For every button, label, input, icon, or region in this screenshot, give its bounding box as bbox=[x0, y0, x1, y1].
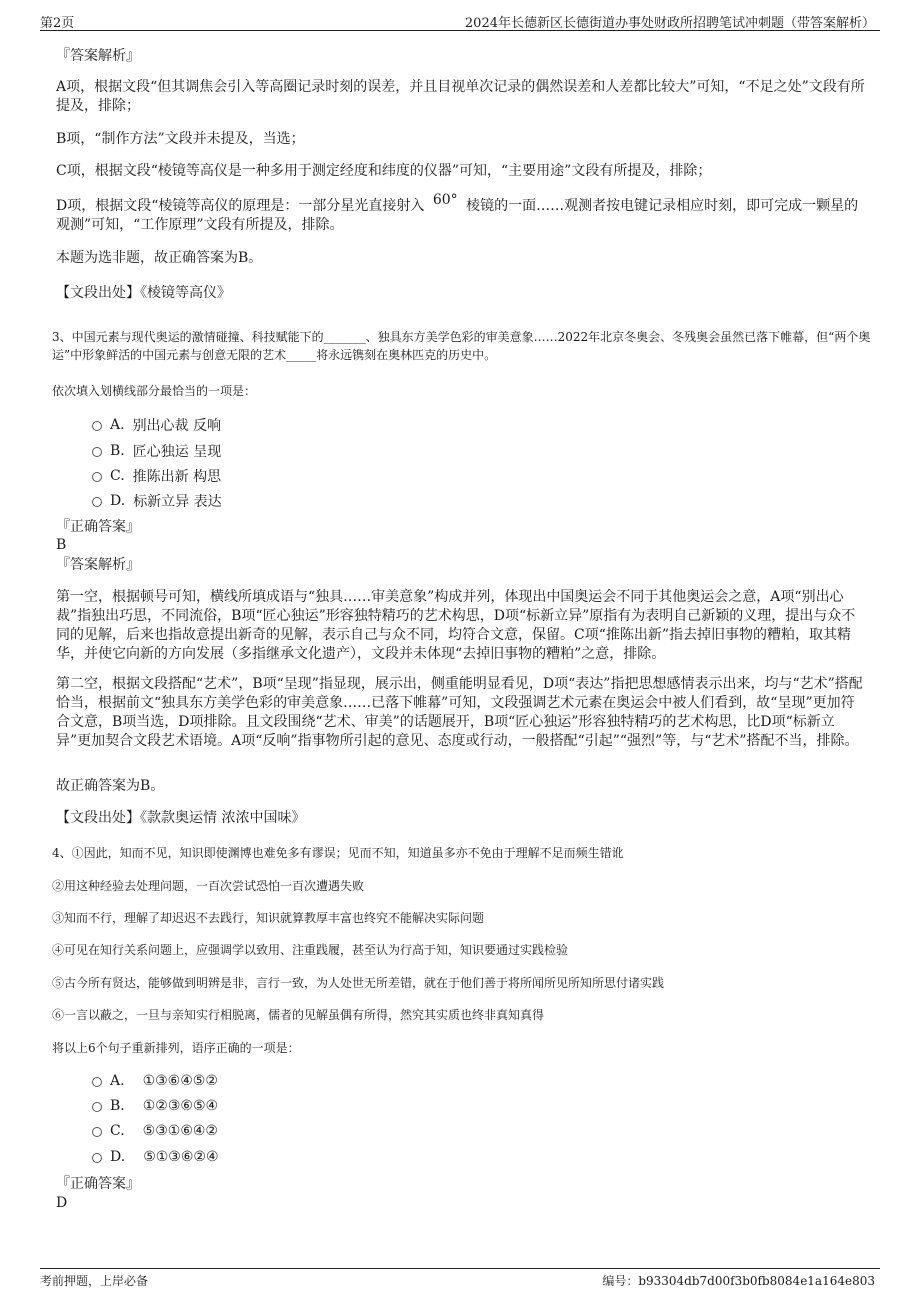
q4-sentence-1: 4、①因此，知而不见，知识即使渊博也难免多有谬误；见而不知，知道虽多亦不免由于理解不足而频生错讹 bbox=[52, 846, 624, 860]
analysis-conclusion: 本题为选非题，故正确答案为B。 bbox=[56, 250, 263, 266]
analysis-option-c: C项，根据文段“棱镜等高仪是一种多用于测定经度和纬度的仪器”可知，“主要用途”文段有所提及，排除； bbox=[56, 163, 712, 179]
q3-blank-2: _____ bbox=[286, 348, 317, 362]
option-label: B. bbox=[110, 1098, 125, 1114]
option-text: 匠心独运 呈现 bbox=[132, 444, 222, 460]
q3-analysis-paragraph-2: 第二空，根据文段搭配“艺术”，B项“呈现”指显现，展示出，侧重能明显看见，D项“表达”指把思想感情表示出来，均与“艺术”搭配恰当，根据前文“独具东方美学色彩的审美意象……已落下帷幕”可知，文段强调艺术元素在奥运会中被人们看到，故“呈现”更加符合文意，B项当选，D项排除。且文段围绕“艺术、审美”的话题展开，B项“匠心独运”形容独特精巧的艺术构思，比D项“标新立异”更加契合文段艺术语境。A项“反响”指事物所引起的意见、态度或行动，一般搭配“引起”“强烈”等，与“艺术”搭配不当，排除。 bbox=[56, 676, 863, 749]
document-title: 2024年长德新区长德街道办事处财政所招聘笔试冲刺题（带答案解析） bbox=[464, 16, 875, 31]
q4-option-a[interactable] bbox=[92, 1073, 218, 1089]
source-title: 《款款奥运情 浓浓中国味》 bbox=[140, 810, 306, 826]
radio-icon[interactable] bbox=[92, 1127, 102, 1137]
q3-stem-part2: 、独具东方美学色彩的审美意象……2022年北京冬奥会、冬残奥会虽然已落下帷幕，但“两个奥运”中形象鲜活的中国元素与创意无限的艺术 bbox=[52, 330, 871, 362]
q4-option-d[interactable] bbox=[92, 1149, 219, 1165]
question-3-stem bbox=[52, 328, 872, 364]
source-line bbox=[56, 284, 231, 303]
q4-sentence-3: ③知而不行，理解了却迟迟不去践行，知识就算教厚丰富也终究不能解决实际问题 bbox=[52, 911, 485, 925]
q4-option-b[interactable] bbox=[92, 1098, 218, 1114]
option-label: A. bbox=[110, 1073, 125, 1089]
q4-answer-label: 『正确答案』 bbox=[56, 1176, 140, 1192]
header-divider bbox=[40, 30, 880, 31]
analysis-option-b: B项，“制作方法”文段并未提及，当选； bbox=[56, 131, 305, 147]
q4-sentence-4: ④可见在知行关系问题上，应强调学以致用、注重践履，甚至认为行高于知，知识要通过实践检验 bbox=[52, 943, 569, 957]
analysis-option-d-part2: 棱镜的一面……观测者按电键记录相应时刻，即可完成一颗星的观测”可知，“工作原理”文段有所提及，排除。 bbox=[56, 198, 859, 233]
option-text: 推陈出新 构思 bbox=[132, 469, 222, 485]
option-label: C. bbox=[110, 468, 125, 484]
q3-option-b[interactable] bbox=[92, 441, 221, 461]
q3-option-d[interactable] bbox=[92, 491, 222, 511]
radio-icon[interactable] bbox=[92, 421, 102, 431]
q3-stem-part1: 3、中国元素与现代奥运的激情碰撞、科技赋能下的 bbox=[52, 330, 324, 344]
radio-icon[interactable] bbox=[92, 1102, 102, 1112]
option-text: ①③⑥④⑤② bbox=[142, 1073, 218, 1089]
q3-option-a[interactable] bbox=[92, 415, 221, 435]
footer-code: 编号：b93304db7d00f3b0fb8084e1a164e803 bbox=[602, 1274, 875, 1288]
q3-analysis-label: 『答案解析』 bbox=[56, 557, 140, 573]
option-text: 别出心裁 反响 bbox=[132, 418, 222, 434]
analysis-option-d bbox=[56, 192, 868, 235]
q4-instruction: 将以上6个句子重新排列，语序正确的一项是： bbox=[52, 1041, 300, 1055]
q3-instruction: 依次填入划横线部分最恰当的一项是： bbox=[52, 384, 257, 398]
option-label: B. bbox=[110, 443, 125, 459]
footer-slogan: 考前押题，上岸必备 bbox=[40, 1274, 149, 1288]
option-label: A. bbox=[110, 417, 125, 433]
q4-sentence-2: ②用这种经验去处理问题，一百次尝试恐怕一百次遭遇失败 bbox=[52, 879, 365, 893]
radio-icon[interactable] bbox=[92, 472, 102, 482]
angle-formula: 60° bbox=[432, 192, 458, 208]
q3-conclusion: 故正确答案为B。 bbox=[56, 778, 165, 794]
radio-icon[interactable] bbox=[92, 1153, 102, 1163]
source-title: 《棱镜等高仪》 bbox=[140, 285, 231, 301]
q4-sentence-5: ⑤古今所有贤达，能够做到明辨是非，言行一致，为人处世无所差错，就在于他们善于将所闻所见所知所思付诸实践 bbox=[52, 976, 665, 990]
option-label: D. bbox=[110, 493, 126, 509]
option-text: ⑤①③⑥②④ bbox=[143, 1149, 219, 1165]
radio-icon[interactable] bbox=[92, 447, 102, 457]
option-text: ①②③⑥⑤④ bbox=[142, 1098, 219, 1114]
q3-blank-1: _______ bbox=[323, 330, 366, 344]
q3-answer: B bbox=[56, 537, 67, 553]
option-label: D. bbox=[110, 1149, 126, 1165]
source-label: 【文段出处】 bbox=[56, 810, 140, 826]
page-number: 第2页 bbox=[40, 16, 75, 31]
q4-option-c[interactable] bbox=[92, 1123, 218, 1139]
q3-stem-part3: 将永远镌刻在奥林匹克的历史中。 bbox=[316, 348, 497, 362]
option-label: C. bbox=[110, 1123, 125, 1139]
q3-source-line bbox=[56, 809, 305, 828]
source-label: 【文段出处】 bbox=[56, 285, 140, 301]
option-text: ⑤③①⑥④② bbox=[142, 1123, 218, 1139]
q4-answer: D bbox=[56, 1195, 68, 1211]
footer-divider bbox=[40, 1268, 880, 1269]
q3-analysis-paragraph-1: 第一空，根据顿号可知，横线所填成语与“独具……审美意象”构成并列，体现出中国奥运会不同于其他奥运会之意，A项“别出心裁”指独出巧思，不同流俗，B项“匠心独运”形容独特精巧的艺术构思，D项“标新立异”原指有为表明自己新颖的义理，提出与众不同的见解，后来也指故意提出新奇的见解，表示自己与众不同，均符合文意，保留。C项“推陈出新”指去掉旧事物的糟粕，取其精华，并使它向新的方向发展（多指继承文化遗产），文段并未体现“去掉旧事物的糟粕”之意，排除。 bbox=[56, 589, 856, 662]
analysis-option-a: A项，根据文段“但其调焦会引入等高圈记录时刻的误差，并且目视单次记录的偶然误差和人差都比较大”可知，“不足之处”文段有所提及，排除； bbox=[56, 79, 865, 114]
q3-option-c[interactable] bbox=[92, 466, 221, 486]
analysis-label: 『答案解析』 bbox=[56, 48, 140, 64]
option-text: 标新立异 表达 bbox=[133, 494, 222, 510]
radio-icon[interactable] bbox=[92, 497, 102, 507]
analysis-option-d-part1: D项，根据文段“棱镜等高仪的原理是：一部分星光直接射入 bbox=[56, 198, 425, 214]
radio-icon[interactable] bbox=[92, 1077, 102, 1087]
q3-answer-label: 『正确答案』 bbox=[56, 519, 140, 535]
q4-sentence-6: ⑥一言以蔽之，一旦与亲知实行相脱离，儒者的见解虽偶有所得，然究其实质也终非真知真得 bbox=[52, 1008, 545, 1022]
